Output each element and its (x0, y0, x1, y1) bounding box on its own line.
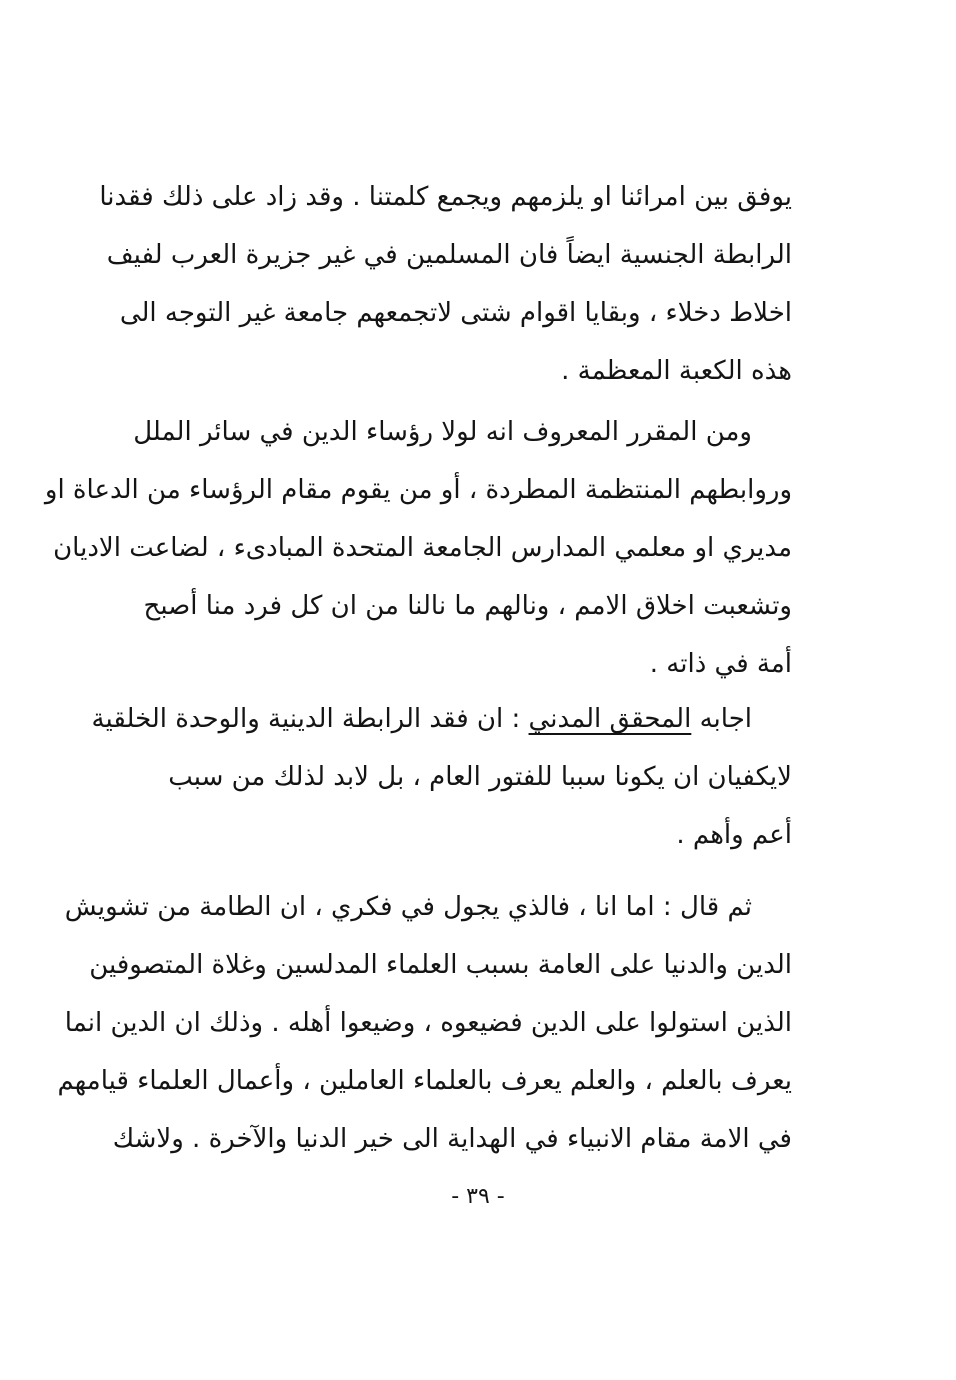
text-line: اخلاط دخلاء ، وبقايا اقوام شتى لاتجمعهم جامعة غير التوجه الى (119, 298, 792, 328)
page-number: - ٣٩ - (451, 1184, 505, 1209)
paragraph-4 (57, 878, 792, 1168)
text-line: أمة في ذاته . (649, 649, 792, 679)
text-line: هذه الكعبة المعظمة . (561, 356, 792, 386)
lead-word: اجابه (699, 704, 752, 734)
text-line: الدين والدنيا على العامة بسبب العلماء المدلسين وغلاة المتصوفين (89, 950, 792, 980)
paragraph-1 (99, 168, 792, 400)
text-line: لايكفيان ان يكونا سببا للفتور العام ، بل لابد لذلك من سبب (168, 762, 792, 792)
text-line: وروابطهم المنتظمة المطردة ، أو من يقوم مقام الرؤساء من الدعاة او (44, 475, 792, 505)
speaker-name: المحقق المدني (528, 704, 692, 734)
text-line-with-speaker (91, 690, 792, 748)
text-line: في الامة مقام الانبياء في الهداية الى خير الدنيا والآخرة . ولاشك (112, 1124, 792, 1154)
paragraph-3 (91, 690, 792, 864)
text-line: أعم وأهم . (676, 820, 792, 850)
text-line: مديري او معلمي المدارس الجامعة المتحدة المبادىء ، لضاعت الاديان (53, 533, 792, 563)
paragraph-2 (44, 403, 792, 693)
text-line: وتشعبت اخلاق الامم ، ونالهم ما نالنا من ان كل فرد منا أصبح (143, 591, 792, 621)
text-line: يوفق بين امرائنا او يلزمهم ويجمع كلمتنا . وقد زاد على ذلك فقدنا (99, 182, 792, 212)
text-line: ومن المقرر المعروف انه لولا رؤساء الدين في سائر الملل (133, 417, 752, 447)
text-line: يعرف بالعلم ، والعلم يعرف بالعلماء العاملين ، وأعمال العلماء قيامهم (57, 1066, 792, 1096)
text-line: الرابطة الجنسية ايضاً فان المسلمين في غير جزيرة العرب لفيف (106, 240, 792, 270)
lead-rest: : ان فقد الرابطة الدينية والوحدة الخلقية (91, 704, 521, 734)
text-line: ثم قال : اما انا ، فالذي يجول في فكري ، ان الطامة من تشويش (64, 892, 752, 922)
text-line: الذين استولوا على الدين فضيعوه ، وضيعوا أهله . وذلك ان الدين انما (64, 1008, 792, 1038)
